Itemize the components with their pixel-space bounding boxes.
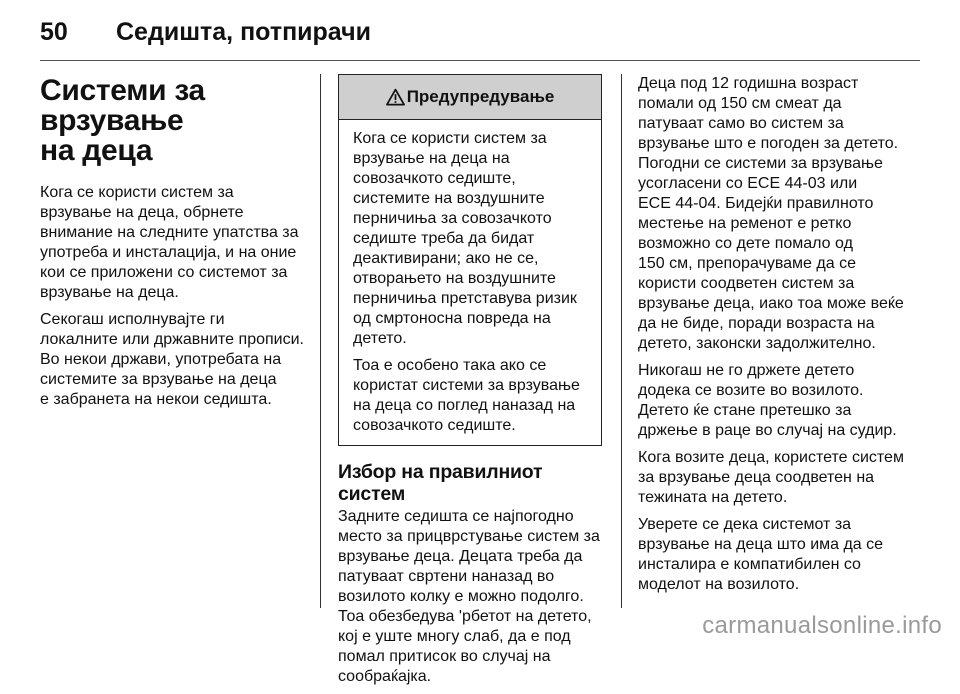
text-line: врзување на деца што има да се bbox=[638, 536, 884, 553]
section-title-choosing-system: Избор на правилниот систем bbox=[338, 461, 543, 505]
text-line: деактивирани; ако не се, bbox=[353, 250, 539, 267]
text-line: Погодни се системи за врзување bbox=[638, 155, 883, 172]
column-left bbox=[40, 74, 306, 417]
text-line: патуваат свртени наназад во bbox=[338, 568, 555, 585]
text-line: отворањето на воздушните bbox=[353, 270, 556, 287]
text-line: употреба и инсталација, и на оние bbox=[40, 244, 297, 261]
age-height-paragraph bbox=[638, 74, 920, 354]
text-line: помал притисок во случај на bbox=[338, 648, 551, 665]
text-line: Задните седишта се најпогодно bbox=[338, 508, 574, 525]
text-line: детето, законски задолжително. bbox=[638, 335, 876, 352]
text-line: детето. bbox=[353, 330, 407, 347]
text-line: Уверете се дека системот за bbox=[638, 516, 852, 533]
text-line: совозачкото седиште, bbox=[353, 170, 516, 187]
warning-paragraph bbox=[353, 356, 589, 436]
text-line: помали од 150 см смеат да bbox=[638, 95, 842, 112]
page-header bbox=[40, 12, 920, 52]
regulations-paragraph bbox=[40, 310, 306, 410]
text-line: од смртоносна повреда на bbox=[353, 310, 551, 327]
text-line: совозачкото седиште. bbox=[353, 417, 516, 434]
text-line: врзување на деца. bbox=[40, 284, 179, 301]
text-line: Тоа обезбедува 'рбетот на детето, bbox=[338, 608, 592, 625]
watermark: carmanualsonline.info bbox=[702, 612, 942, 639]
text-line: Кога се користи систем за bbox=[40, 184, 234, 201]
text-line: врзување деца. Децата треба да bbox=[338, 548, 583, 565]
text-line: инсталира е компатибилен со bbox=[638, 556, 861, 573]
text-line: перничиња за совозачкото bbox=[353, 210, 552, 227]
warning-triangle-icon bbox=[386, 88, 405, 106]
text-line: внимание на следните упатства за bbox=[40, 224, 299, 241]
text-line: возилото колку е можно подолго. bbox=[338, 588, 584, 605]
text-line: кој е уште многу слаб, да е под bbox=[338, 628, 571, 645]
text-line: патуваат само во систем за bbox=[638, 115, 844, 132]
text-line: локалните или државните прописи. bbox=[40, 331, 304, 348]
compatibility-paragraph bbox=[638, 515, 920, 595]
header-divider bbox=[40, 60, 920, 61]
text-line: 150 см, препорачуваме да се bbox=[638, 255, 856, 272]
text-line: Тоа е особено така ако се bbox=[353, 357, 547, 374]
text-line: за врзување деца соодветен на bbox=[638, 469, 875, 486]
text-line: Никогаш не го држете детето bbox=[638, 362, 855, 379]
text-line: користат системи за врзување bbox=[353, 377, 580, 394]
column-divider-right bbox=[621, 74, 622, 608]
title-line: Системи за врзување bbox=[40, 74, 205, 137]
text-line: Кога се користи систем за bbox=[353, 130, 547, 147]
text-line: врзување на деца на bbox=[353, 150, 510, 167]
text-line: системите за врзување на деца bbox=[40, 371, 277, 388]
text-line: сообраќајка. bbox=[338, 668, 432, 685]
text-line: држење в раце во случај на судир. bbox=[638, 422, 897, 439]
column-divider-left bbox=[320, 74, 321, 608]
text-line: ECE 44-04. Бидејќи правилното bbox=[638, 195, 874, 212]
warning-body bbox=[339, 120, 601, 445]
text-line: е забранета на некои седишта. bbox=[40, 391, 272, 408]
text-line: на деца со поглед наназад на bbox=[353, 397, 576, 414]
weight-paragraph bbox=[638, 448, 920, 508]
header-title: Седишта, потпирачи bbox=[116, 18, 371, 46]
intro-paragraph bbox=[40, 183, 306, 303]
text-line: усогласени со ECE 44-03 или bbox=[638, 175, 858, 192]
text-line: перничиња претставува ризик bbox=[353, 290, 577, 307]
text-line: додека се возите во возилото. bbox=[638, 382, 864, 399]
never-hold-paragraph bbox=[638, 361, 920, 441]
text-line: тежината на детето. bbox=[638, 489, 788, 506]
choosing-system-paragraph bbox=[338, 507, 602, 687]
warning-header bbox=[339, 75, 601, 120]
text-line: место за прицврстување систем за bbox=[338, 528, 600, 545]
text-line: Секогаш исполнувајте ги bbox=[40, 311, 225, 328]
title-line: на деца bbox=[40, 134, 153, 167]
text-line: моделот на возилото. bbox=[638, 576, 800, 593]
page-number: 50 bbox=[40, 18, 68, 46]
text-line: системите на воздушните bbox=[353, 190, 545, 207]
text-line: да не биде, поради возраста на bbox=[638, 315, 875, 332]
warning-paragraph bbox=[353, 129, 589, 349]
text-line: местење на ременот е ретко bbox=[638, 215, 852, 232]
text-line: користи соодветен систем за bbox=[638, 275, 855, 292]
text-line: врзување на деца, обрнете bbox=[40, 204, 244, 221]
warning-box bbox=[338, 74, 602, 446]
text-line: Во некои држави, употребата на bbox=[40, 351, 282, 368]
text-line: седиште треба да бидат bbox=[353, 230, 535, 247]
text-line: врзување деца, иако тоа може веќе bbox=[638, 295, 904, 312]
text-line: кои се приложени со системот за bbox=[40, 264, 288, 281]
warning-heading: Предупредување bbox=[406, 87, 555, 106]
section-title-child-restraints bbox=[40, 76, 306, 166]
text-line: Кога возите деца, користете систем bbox=[638, 449, 904, 466]
text-line: Детето ќе стане претешко за bbox=[638, 402, 852, 419]
column-middle bbox=[338, 74, 602, 694]
text-line: возможно со дете помало од bbox=[638, 235, 853, 252]
text-line: Деца под 12 годишна возраст bbox=[638, 75, 859, 92]
text-line: врзување што е погоден за детето. bbox=[638, 135, 899, 152]
column-right bbox=[638, 74, 920, 602]
